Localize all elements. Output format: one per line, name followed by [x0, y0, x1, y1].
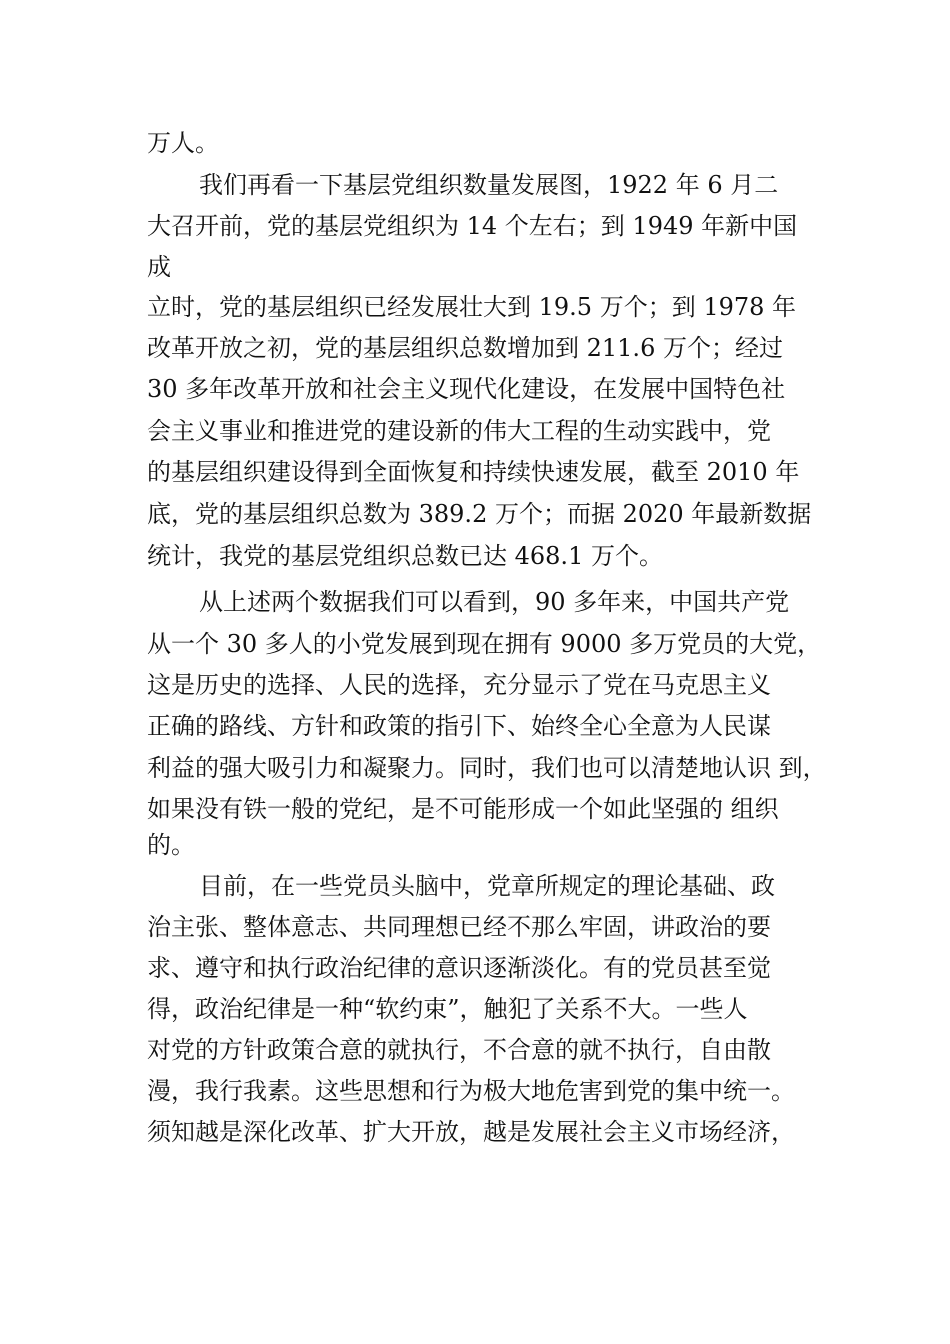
text-line: 得，政治纪律是一种“软约束”，触犯了关系不大。一些人 [147, 995, 748, 1023]
text-line: 利益的强大吸引力和凝聚力。同时，我们也可以清楚地认识 到， [147, 754, 827, 782]
text-line: 的基层组织建设得到全面恢复和持续快速发展，截至 2010 年 [147, 458, 800, 486]
text-line: 正确的路线、方针和政策的指引下、始终全心全意为人民谋 [147, 712, 771, 740]
text-line: 如果没有铁一般的党纪，是不可能形成一个如此坚强的 组织 [147, 795, 779, 823]
text-line: 从上述两个数据我们可以看到，90 多年来，中国共产党 [199, 588, 790, 616]
text-line: 30 多年改革开放和社会主义现代化建设，在发展中国特色社 [147, 375, 786, 403]
text-line: 求、遵守和执行政治纪律的意识逐渐淡化。有的党员甚至觉 [147, 954, 771, 982]
text-line: 万人。 [147, 129, 219, 157]
text-line: 会主义事业和推进党的建设新的伟大工程的生动实践中，党 [147, 417, 771, 445]
text-line: 从一个 30 多人的小党发展到现在拥有 9000 多万党员的大党， [147, 630, 822, 658]
text-line: 漫，我行我素。这些思想和行为极大地危害到党的集中统一。 [147, 1077, 795, 1105]
text-line: 成 [147, 253, 171, 281]
text-line: 立时，党的基层组织已经发展壮大到 19.5 万个；到 1978 年 [147, 293, 797, 321]
text-line: 须知越是深化改革、扩大开放，越是发展社会主义市场经济， [147, 1118, 795, 1146]
text-line: 统计，我党的基层党组织总数已达 468.1 万个。 [147, 542, 663, 570]
text-line: 大召开前，党的基层党组织为 14 个左右；到 1949 年新中国 [147, 212, 798, 240]
text-line: 治主张、整体意志、共同理想已经不那么牢固，讲政治的要 [147, 913, 771, 941]
text-line: 这是历史的选择、人民的选择，充分显示了党在马克思主义 [147, 671, 771, 699]
text-line: 我们再看一下基层党组织数量发展图，1922 年 6 月二 [199, 171, 779, 199]
text-line: 目前，在一些党员头脑中，党章所规定的理论基础、政 [199, 872, 775, 900]
text-line: 改革开放之初，党的基层组织总数增加到 211.6 万个；经过 [147, 334, 783, 362]
text-line: 的。 [147, 831, 195, 859]
text-line: 对党的方针政策合意的就执行，不合意的就不执行，自由散 [147, 1036, 771, 1064]
text-line: 底，党的基层组织总数为 389.2 万个；而据 2020 年最新数据 [147, 500, 812, 528]
